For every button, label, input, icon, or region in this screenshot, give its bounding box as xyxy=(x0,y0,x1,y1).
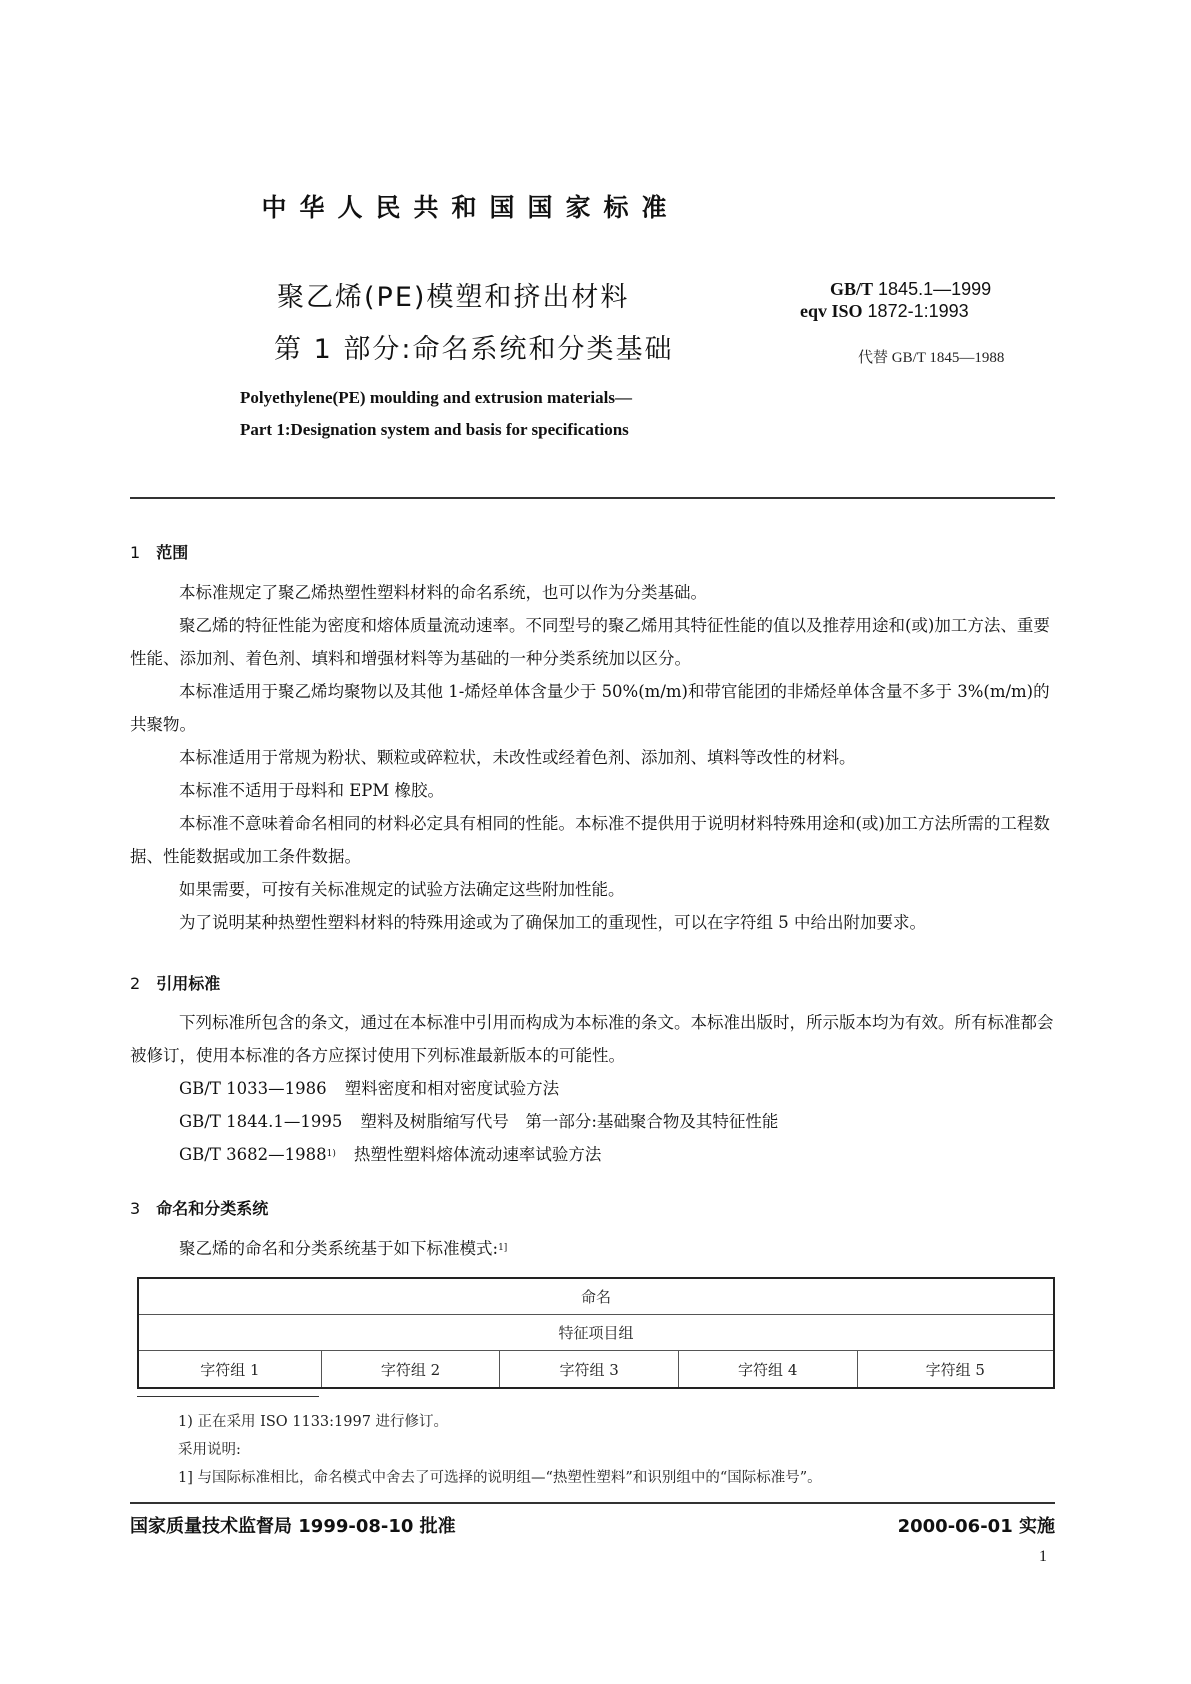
table-row xyxy=(138,1315,1054,1351)
replaces-standard: 代替 GB/T 1845—1988 xyxy=(858,350,1005,366)
table-cell-designation: 命名 xyxy=(138,1278,1054,1315)
reference-item xyxy=(130,1105,1055,1138)
reference-item xyxy=(130,1138,1055,1171)
adoption-note: 1] 与国际标准相比，命名模式中舍去了可选择的说明组—“热塑性塑料”和识别组中的“国际标准号”。 xyxy=(178,1470,822,1486)
paragraph: 如果需要，可按有关标准规定的试验方法确定这些附加性能。 xyxy=(179,880,625,899)
section-title: 引用标准 xyxy=(156,974,221,993)
equivalent-code: 1872-1:1993 xyxy=(867,301,969,321)
table-cell-group-4: 字符组 4 xyxy=(678,1351,857,1389)
english-title-line1: Polyethylene(PE) moulding and extrusion materials— xyxy=(240,388,632,407)
table-row xyxy=(138,1351,1054,1389)
paragraph: 为了说明某种热塑性塑料材料的特殊用途或为了确保加工的重现性，可以在字符组 5 中给出附加要求。 xyxy=(179,913,926,932)
standard-number-block xyxy=(800,278,991,322)
paragraph: 本标准适用于常规为粉状、颗粒或碎粒状，未改性或经着色剂、添加剂、填料等改性的材料。 xyxy=(179,748,856,767)
page-number: 1 xyxy=(1039,1548,1047,1565)
standard-number xyxy=(800,278,991,300)
header-divider xyxy=(130,497,1055,499)
reference-code: GB/T 3682—1988 xyxy=(179,1145,327,1164)
table-cell-group-5: 字符组 5 xyxy=(857,1351,1054,1389)
adoption-label: 采用说明: xyxy=(178,1442,241,1458)
equivalent-standard xyxy=(800,300,991,322)
chinese-title-line2: 第 1 部分:命名系统和分类基础 xyxy=(274,334,674,365)
section-1-heading xyxy=(130,540,188,563)
section-3-intro xyxy=(130,1232,1055,1265)
equivalent-prefix: eqv ISO xyxy=(800,301,863,321)
reference-title: 塑料及树脂缩写代号 第一部分:基础聚合物及其特征性能 xyxy=(360,1112,779,1131)
table-row xyxy=(138,1278,1054,1315)
paragraph: 本标准适用于聚乙烯均聚物以及其他 1-烯烃单体含量少于 50%(m/m)和带官能团的非烯烃单体含量不多于 3%(m/m)的共聚物。 xyxy=(130,682,1050,734)
footer-divider xyxy=(130,1502,1055,1504)
table-cell-group-1: 字符组 1 xyxy=(138,1351,321,1389)
intro-text: 聚乙烯的命名和分类系统基于如下标准模式: xyxy=(179,1239,499,1258)
reference-code: GB/T 1033—1986 xyxy=(179,1079,327,1098)
reference-item xyxy=(130,1072,1055,1105)
reference-title: 热塑性塑料熔体流动速率试验方法 xyxy=(353,1145,602,1164)
chinese-title xyxy=(274,272,674,376)
standard-prefix: GB/T xyxy=(830,279,874,299)
footnote-1: 1) 正在采用 ISO 1133:1997 进行修订。 xyxy=(178,1414,449,1430)
table-cell-group-3: 字符组 3 xyxy=(500,1351,679,1389)
paragraph: 本标准规定了聚乙烯热塑性塑料材料的命名系统，也可以作为分类基础。 xyxy=(179,583,707,602)
section-number: 3 xyxy=(130,1199,141,1218)
section-number: 1 xyxy=(130,543,141,562)
standard-code: 1845.1—1999 xyxy=(878,279,992,299)
english-title xyxy=(240,382,632,446)
implementation-date: 2000-06-01 实施 xyxy=(897,1516,1055,1537)
paragraph xyxy=(130,1232,1055,1265)
footnote-marker: 1] xyxy=(498,1243,508,1253)
table-cell-group-2: 字符组 2 xyxy=(321,1351,500,1389)
section-1-body xyxy=(130,576,1055,939)
section-2-body xyxy=(130,1006,1055,1171)
section-3-heading xyxy=(130,1196,268,1219)
paragraph: 本标准不适用于母料和 EPM 橡胶。 xyxy=(179,781,445,800)
footnote-divider xyxy=(137,1396,319,1397)
section-number: 2 xyxy=(130,974,141,993)
paragraph: 聚乙烯的特征性能为密度和熔体质量流动速率。不同型号的聚乙烯用其特征性能的值以及推荐用途和(或)加工方法、重要性能、添加剂、着色剂、填料和增强材料等为基础的一种分类系统加以区分。 xyxy=(130,616,1050,668)
chinese-title-line1: 聚乙烯(PE)模塑和挤出材料 xyxy=(277,282,630,313)
section-2-heading xyxy=(130,971,220,994)
designation-model-table xyxy=(137,1277,1055,1389)
footnotes xyxy=(178,1408,822,1492)
national-standard-text: 中华人民共和国国家标准 xyxy=(261,193,680,222)
reference-code: GB/T 1844.1—1995 xyxy=(179,1112,343,1131)
approval-date: 国家质量技术监督局 1999-08-10 批准 xyxy=(130,1516,456,1537)
section-title: 范围 xyxy=(156,543,189,562)
paragraph: 本标准不意味着命名相同的材料必定具有相同的性能。本标准不提供用于说明材料特殊用途和(或)加工方法所需的工程数据、性能数据或加工条件数据。 xyxy=(130,814,1050,866)
table-cell-feature-group: 特征项目组 xyxy=(138,1315,1054,1351)
section-title: 命名和分类系统 xyxy=(156,1199,269,1218)
reference-title: 塑料密度和相对密度试验方法 xyxy=(344,1079,560,1098)
national-standard-heading xyxy=(0,188,1191,224)
english-title-line2: Part 1:Designation system and basis for specifications xyxy=(240,420,629,439)
paragraph: 下列标准所包含的条文，通过在本标准中引用而构成为本标准的条文。本标准出版时，所示版本均为有效。所有标准都会被修订，使用本标准的各方应探讨使用下列标准最新版本的可能性。 xyxy=(130,1013,1054,1065)
footnote-marker: 1) xyxy=(326,1149,336,1159)
